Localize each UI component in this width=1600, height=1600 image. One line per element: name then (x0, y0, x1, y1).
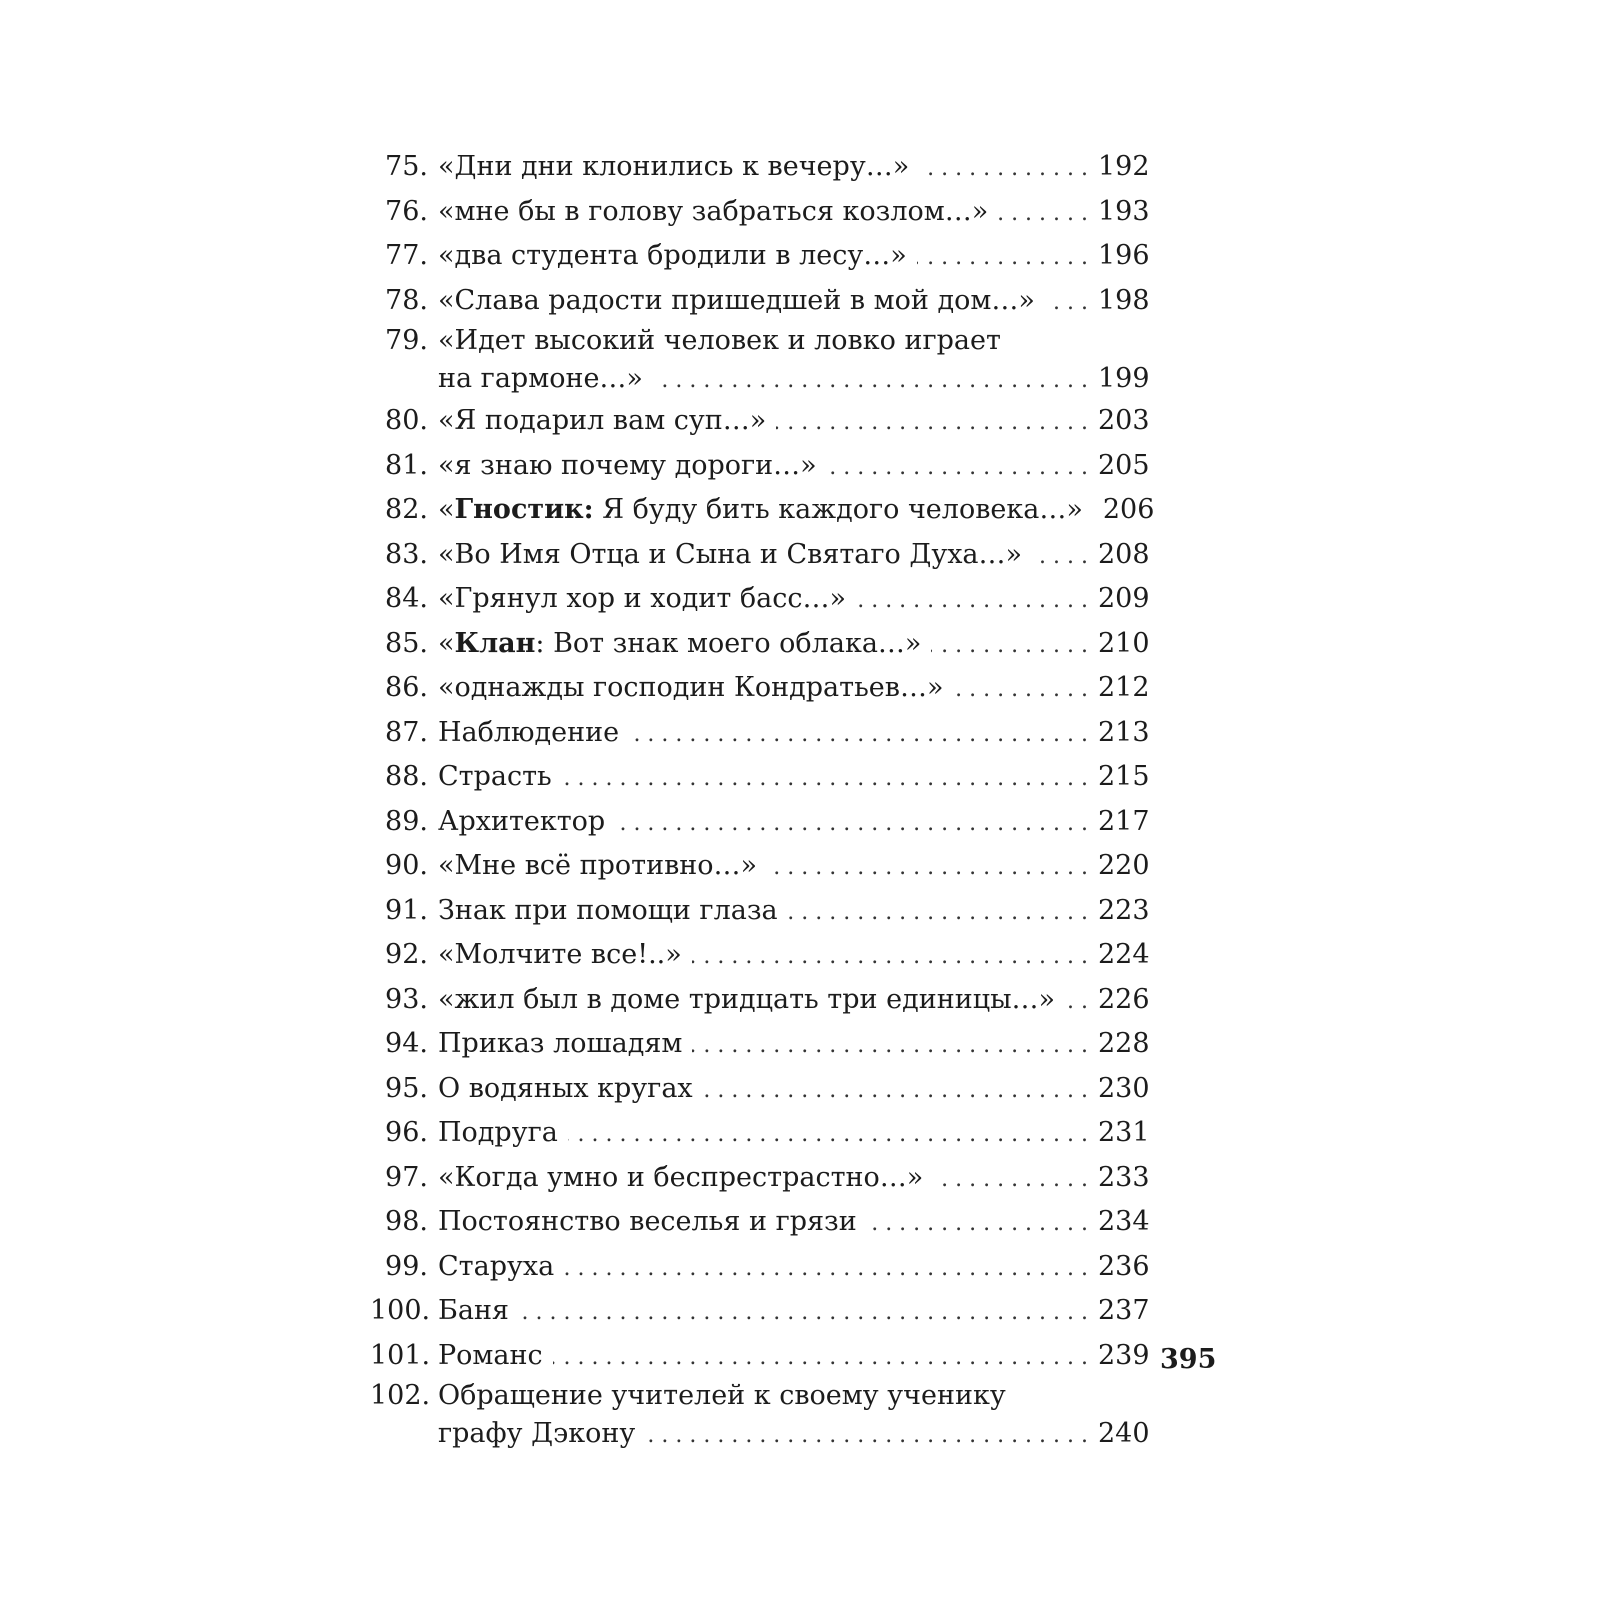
toc-entry-title: на гармоне…» (438, 363, 643, 394)
toc-entry (370, 1246, 1150, 1291)
toc-entry-row (438, 1023, 1150, 1068)
toc-entry-row (438, 623, 1150, 668)
toc-entry-page: 205 (1098, 449, 1150, 481)
dot-leader (703, 1070, 1088, 1113)
toc-entry (370, 578, 1150, 623)
toc-entry-title: «два студента бродили в лесу…» (438, 240, 907, 271)
toc-entry-number: 78. (385, 284, 428, 316)
toc-entry-row (438, 191, 1150, 236)
toc-entry-page: 217 (1098, 805, 1150, 837)
toc-entry-title-text: Я буду бить каждого человека…» (593, 494, 1083, 525)
toc-entry-number: 81. (385, 449, 428, 481)
toc-entry-title-line1: «Идет высокий человек и ловко играет (438, 325, 1001, 356)
toc-entry-page: 224 (1098, 939, 1150, 970)
dot-leader (553, 1337, 1088, 1380)
toc-entry-page: 239 (1098, 1339, 1150, 1371)
toc-entry-number: 80. (385, 405, 428, 436)
toc-entry-title: «я знаю почему дороги…» (438, 449, 817, 481)
dot-leader (629, 714, 1088, 757)
toc-entry-row (438, 667, 1150, 712)
toc-entry-title: Старуха (438, 1250, 555, 1282)
toc-entry (370, 445, 1150, 490)
dot-leader (933, 1159, 1088, 1202)
toc-entry-row (438, 1246, 1150, 1291)
toc-entry (370, 1068, 1150, 1113)
toc-entry-row (438, 1201, 1150, 1246)
toc-entry-quote-open: « (438, 627, 455, 659)
toc-entry-number: 97. (385, 1161, 428, 1193)
toc-entry-number: 100. (370, 1295, 431, 1326)
toc-entry-title: «жил был в доме тридцать три единицы…» (438, 983, 1056, 1015)
toc-entry-number: 85. (385, 627, 428, 659)
toc-entry-row (438, 280, 1150, 325)
dot-leader (562, 758, 1088, 801)
toc-entry (370, 534, 1150, 579)
toc-entry-title (438, 623, 931, 666)
toc-entry-page: 230 (1098, 1072, 1150, 1104)
toc-entry-title: «Мне всё противно…» (438, 850, 758, 881)
toc-entry (370, 1112, 1150, 1157)
toc-entry-number: 88. (385, 761, 428, 792)
toc-entry (370, 712, 1150, 757)
toc-entry-number: 92. (385, 939, 428, 970)
toc-entry-title: «Я подарил вам суп…» (438, 405, 767, 436)
toc-entry (370, 890, 1150, 935)
toc-entry-page: 233 (1098, 1161, 1150, 1193)
toc-entry-title: «мне бы в голову забраться козлом…» (438, 195, 989, 227)
dot-leader (692, 936, 1088, 979)
toc-entry-number: 93. (385, 983, 428, 1015)
toc-entry-number: 79. (385, 325, 428, 356)
dot-leader (1032, 536, 1088, 579)
toc-entry-row (438, 845, 1150, 890)
toc-entry (370, 801, 1150, 846)
dot-leader (1045, 282, 1088, 325)
dot-leader (827, 447, 1088, 490)
toc-entry-row (438, 756, 1150, 801)
toc-entry-number: 76. (385, 195, 428, 227)
toc-entry (370, 1379, 1150, 1455)
toc-entry (370, 1290, 1150, 1335)
toc-entry-title: «Во Имя Отца и Сына и Святаго Духа…» (438, 538, 1023, 570)
dot-leader (788, 892, 1088, 935)
toc-entry-page: 212 (1098, 672, 1150, 703)
toc-entry-title: «Молчите все!..» (438, 939, 682, 970)
toc-entry (370, 1201, 1150, 1246)
toc-entry-title-text: : Вот знак моего облака…» (535, 627, 922, 659)
toc-entry-number: 82. (385, 494, 428, 525)
toc-entry-number: 87. (385, 716, 428, 748)
toc-entry-number: 91. (385, 894, 428, 926)
dot-leader (767, 847, 1088, 890)
toc-entry-row (438, 445, 1150, 490)
toc-entry-page: 213 (1098, 716, 1150, 748)
toc-entry-page: 203 (1098, 405, 1150, 436)
toc-entry-number: 102. (370, 1380, 431, 1411)
toc-entry-title (438, 489, 1093, 532)
toc-entry (370, 979, 1150, 1024)
toc-entry-number: 84. (385, 583, 428, 614)
table-of-contents (370, 146, 1155, 1455)
dot-leader (653, 360, 1088, 402)
toc-entry (370, 1335, 1150, 1380)
toc-entry-number: 90. (385, 850, 428, 881)
dot-leader (692, 1025, 1088, 1068)
dot-leader (931, 625, 1088, 668)
toc-entry-title: Постоянство веселья и грязи (438, 1206, 857, 1237)
toc-entry-title: «Дни дни клонились к вечеру…» (438, 151, 910, 182)
toc-entry-page: 192 (1098, 151, 1150, 182)
toc-entry-speaker: Гностик: (454, 494, 594, 525)
toc-entry-page: 228 (1098, 1028, 1150, 1059)
toc-entry-number: 99. (385, 1250, 428, 1282)
toc-entry-title: Наблюдение (438, 716, 620, 748)
toc-entry-page: 198 (1098, 284, 1150, 316)
toc-entry-page: 215 (1098, 761, 1150, 792)
toc-entry-row (438, 146, 1150, 191)
dot-leader (564, 1248, 1088, 1291)
toc-entry (370, 1023, 1150, 1068)
toc-entry-page: 209 (1098, 583, 1150, 614)
toc-entry-speaker: Клан (454, 627, 536, 659)
dot-leader (856, 580, 1088, 623)
toc-entry-page: 226 (1098, 983, 1150, 1015)
dot-leader (954, 669, 1089, 712)
toc-entry-page: 237 (1098, 1295, 1150, 1326)
toc-entry-title: Баня (438, 1295, 509, 1326)
toc-entry (370, 756, 1150, 801)
toc-entry-number: 89. (385, 805, 428, 837)
toc-entry-row (438, 235, 1150, 280)
page-number: 395 (1160, 1344, 1217, 1375)
toc-entry-page: 196 (1098, 240, 1150, 271)
toc-entry (370, 146, 1150, 191)
toc-entry-title: Страсть (438, 761, 552, 792)
toc-entry-title: графу Дэкону (438, 1418, 636, 1449)
toc-entry-number: 98. (385, 1206, 428, 1237)
dot-leader (998, 193, 1088, 236)
toc-entry-row (438, 1335, 1150, 1380)
toc-entry (370, 235, 1150, 280)
dot-leader (519, 1292, 1088, 1335)
toc-entry-row (438, 934, 1150, 979)
toc-entry-row (438, 400, 1150, 445)
toc-entry (370, 623, 1150, 668)
toc-entry-title: Подруга (438, 1117, 558, 1148)
toc-entry (370, 934, 1150, 979)
toc-entry-page: 231 (1098, 1117, 1150, 1148)
dot-leader (919, 148, 1088, 191)
dot-leader (776, 402, 1088, 445)
toc-entry (370, 845, 1150, 890)
toc-entry-row (438, 489, 1155, 534)
toc-entry-number: 75. (385, 151, 428, 182)
toc-entry-number: 96. (385, 1117, 428, 1148)
toc-entry (370, 667, 1150, 712)
toc-entry-page: 220 (1098, 850, 1150, 881)
toc-entry-title: «Когда умно и беспрестрастно…» (438, 1161, 924, 1193)
toc-entry-number: 94. (385, 1028, 428, 1059)
toc-entry-title-line1: Обращение учителей к своему ученику (438, 1380, 1006, 1411)
toc-entry-row (438, 1413, 1150, 1457)
toc-entry-row (438, 712, 1150, 757)
toc-entry-title: Романс (438, 1339, 543, 1371)
toc-entry (370, 191, 1150, 236)
toc-entry-title: Архитектор (438, 805, 606, 837)
toc-entry-page: 234 (1098, 1206, 1150, 1237)
toc-entry-page: 208 (1098, 538, 1150, 570)
toc-entry-row (438, 578, 1150, 623)
toc-entry-row (438, 890, 1150, 935)
toc-entry-row (438, 979, 1150, 1024)
toc-entry-number: 101. (370, 1339, 431, 1371)
toc-entry-number: 83. (385, 538, 428, 570)
toc-entry-title: «однажды господин Кондратьев…» (438, 672, 944, 703)
toc-entry-number: 77. (385, 240, 428, 271)
toc-entry (370, 400, 1150, 445)
toc-entry-title: «Грянул хор и ходит басс…» (438, 583, 846, 614)
toc-entry-page: 240 (1098, 1418, 1150, 1449)
toc-entry-page: 210 (1098, 627, 1150, 659)
toc-entry-row (438, 358, 1150, 402)
toc-entry-title: О водяных кругах (438, 1072, 693, 1104)
dot-leader (615, 803, 1088, 846)
toc-entry-row (438, 1290, 1150, 1335)
toc-entry-number: 86. (385, 672, 428, 703)
toc-entry (370, 489, 1155, 534)
dot-leader (867, 1203, 1088, 1246)
toc-entry-title: Приказ лошадям (438, 1028, 683, 1059)
toc-entry-page: 193 (1098, 195, 1150, 227)
toc-entry (370, 324, 1150, 400)
toc-entry (370, 280, 1150, 325)
toc-entry-quote-open: « (438, 494, 455, 525)
toc-entry-row (438, 1157, 1150, 1202)
toc-entry-row (438, 1112, 1150, 1157)
toc-entry-title: «Слава радости пришедшей в мой дом…» (438, 284, 1035, 316)
dot-leader (645, 1415, 1088, 1457)
toc-entry-title: Знак при помощи глаза (438, 894, 778, 926)
toc-entry (370, 1157, 1150, 1202)
toc-entry-page: 199 (1098, 363, 1150, 394)
dot-leader (1065, 981, 1088, 1024)
toc-entry-page: 236 (1098, 1250, 1150, 1282)
toc-entry-row (438, 534, 1150, 579)
dot-leader (917, 237, 1088, 280)
toc-entry-row (438, 1068, 1150, 1113)
toc-entry-number: 95. (385, 1072, 428, 1104)
toc-entry-page: 206 (1102, 494, 1155, 525)
toc-entry-row (438, 801, 1150, 846)
toc-entry-page: 223 (1098, 894, 1150, 926)
dot-leader (568, 1114, 1088, 1157)
